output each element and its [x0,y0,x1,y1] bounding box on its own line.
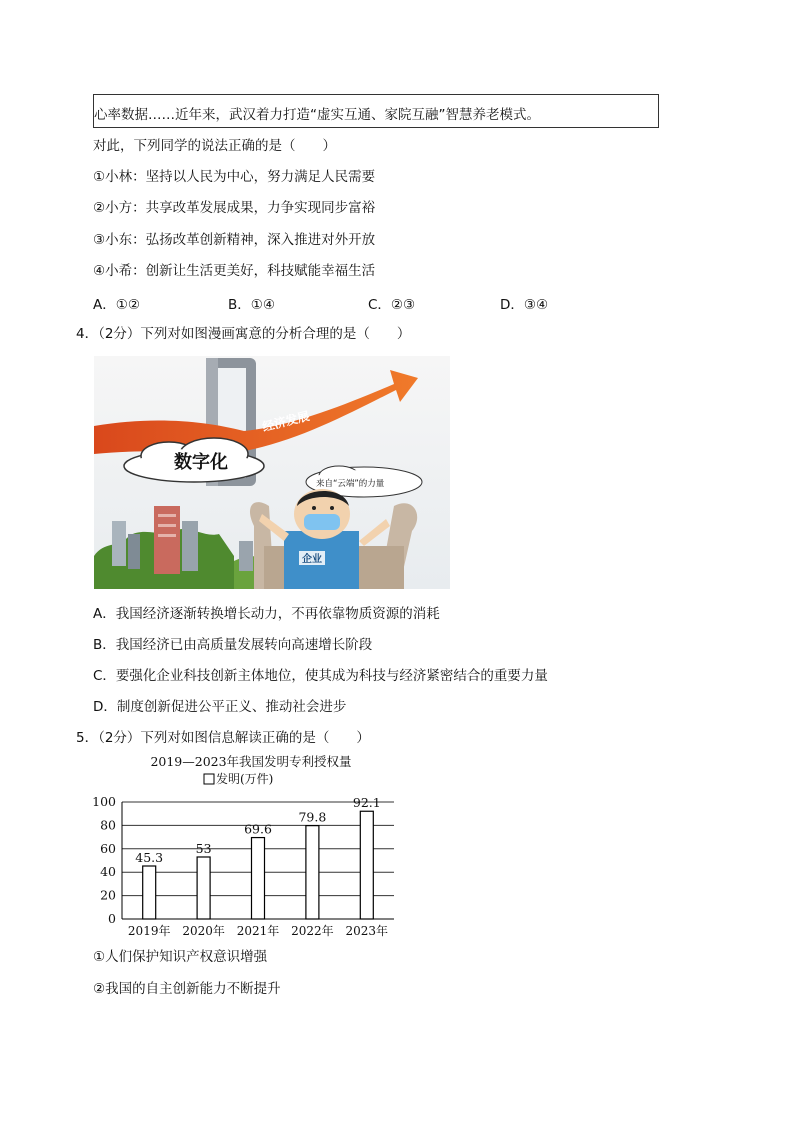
q4-option-b[interactable]: B．我国经济已由高质量发展转向高速增长阶段 [93,637,373,653]
q5-statement-1: ①人们保护知识产权意识增强 [93,949,268,965]
q3-option-d[interactable]: D．③④ [500,297,549,313]
y-tick-label: 60 [100,840,116,856]
y-tick-label: 0 [108,911,116,926]
q3-prompt: 对此，下列同学的说法正确的是（ ） [93,138,336,154]
data-label: 69.6 [244,821,272,837]
x-tick-label: 2023年 [345,924,389,938]
bar [143,866,156,919]
data-label: 79.8 [298,809,327,825]
bar [360,811,373,919]
bar [197,857,210,919]
patent-bar-chart [86,752,406,942]
q5-stem: 5．（2分）下列对如图信息解读正确的是（ ） [76,730,370,746]
q4-option-d[interactable]: D．制度创新促进公平正义、推动社会进步 [93,699,347,715]
q5-statement-2: ②我国的自主创新能力不断提升 [93,981,281,997]
plot-area [92,794,394,938]
data-label: 45.3 [135,849,164,865]
data-label: 92.1 [352,795,381,811]
q4-option-c[interactable]: C．要强化企业科技创新主体地位，使其成为科技与经济紧密结合的重要力量 [93,668,548,684]
bar [306,826,319,919]
speech-text: 来自“云端”的力量 [316,479,385,489]
person-label: 企业 [302,554,322,565]
q3-option-c[interactable]: C．②③ [368,297,416,313]
q4-stem: 4．（2分）下列对如图漫画寓意的分析合理的是（ ） [76,326,411,342]
legend-label: 发明(万件) [216,772,274,786]
q4-option-a[interactable]: A．我国经济逐渐转换增长动力，不再依靠物质资源的消耗 [93,606,440,622]
q3-option-a[interactable]: A．①② [93,297,140,313]
x-tick-label: 2020年 [182,924,225,938]
q3-statement-3: ③小东：弘扬改革创新精神，深入推进对外开放 [93,232,376,248]
y-tick-label: 20 [100,887,116,903]
material-text: 心率数据……近年来，武汉着力打造“虚实互通、家院互融”智慧养老模式。 [94,107,540,123]
economy-cartoon-image [94,356,450,589]
y-tick-label: 40 [100,864,116,880]
cloud-text: 数字化 [174,452,228,473]
y-tick-label: 100 [92,794,116,809]
q3-option-b[interactable]: B．①④ [228,297,275,313]
chart-title: 2019—2023年我国发明专利授权量 [150,754,352,769]
legend-swatch [204,774,214,784]
x-tick-label: 2019年 [127,924,171,938]
x-tick-label: 2021年 [236,924,280,938]
y-tick-label: 80 [100,817,116,833]
material-box [93,94,659,128]
q3-statement-2: ②小方：共享改革发展成果，力争实现同步富裕 [93,200,376,216]
bar [252,838,265,919]
q3-statement-1: ①小林：坚持以人民为中心，努力满足人民需要 [93,169,376,185]
q3-statement-4: ④小希：创新让生活更美好，科技赋能幸福生活 [93,263,376,279]
arrow-text: 经济发展 [260,408,311,435]
data-label: 53 [195,840,212,856]
x-tick-label: 2022年 [291,924,334,938]
